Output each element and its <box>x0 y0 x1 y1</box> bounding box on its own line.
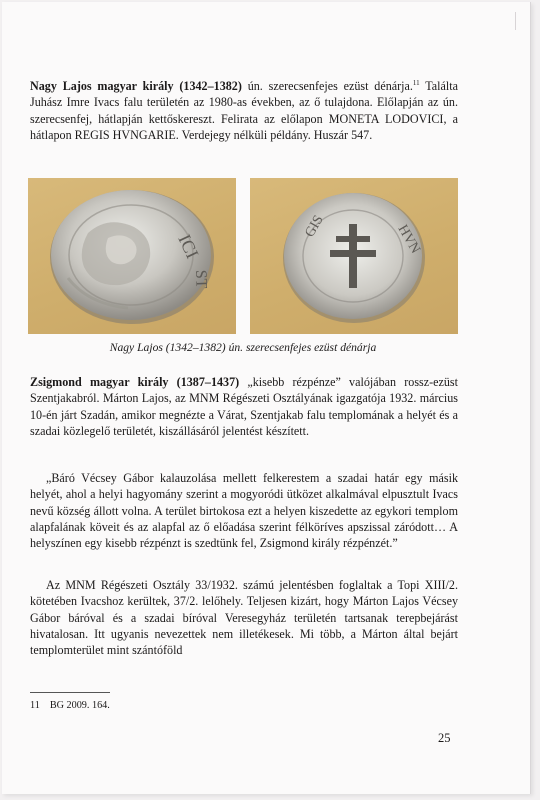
footnote-text: BG 2009. 164. <box>49 700 110 711</box>
paragraph-lajos-coin <box>30 78 458 143</box>
footnote-divider <box>30 692 110 693</box>
paragraph-report: Az MNM Régészeti Osztály 33/1932. számú jelentésben foglaltak a Topi XIII/2. kötetében Ivacshoz kerültek, 37/2. lelőhely. Teljesen kizárt, hogy Márton Lajos Vécsey Gábor báróval és a szadai bíróval Veresegyház területén tartsanak terepbejárást hivatalosan. Itt ugyanis nevezettek nem illetékesek. Mi több, a Márton által bejárt templomterület mint szántóföld <box>30 578 458 658</box>
coin-photo-obverse <box>28 178 236 334</box>
heading-nagy-lajos: Nagy Lajos magyar király (1342–1382) <box>30 79 242 93</box>
figure-caption: Nagy Lajos (1342–1382) ún. szerecsenfejes ezüst dénárja <box>109 341 377 354</box>
paragraph-text: Találta Juhász Imre Ivacs falu területén az 1980-as években, az ő tulajdona. Előlapján az ún. szerecsenfej, hátlapján kettőskereszt. Felirata az előlapon MONETA LODOVICI, a hátlapon REGIS HVNGARIE. Verdejegy nélküli példány. Huszár 547. <box>30 79 458 142</box>
footnote <box>30 700 110 711</box>
heading-zsigmond: Zsigmond magyar király (1387–1437) <box>30 375 240 389</box>
coin-obverse-image <box>28 178 236 334</box>
coin-reverse-image <box>250 178 458 334</box>
paragraph-quote: „Báró Vécsey Gábor kalauzolása mellett felkerestem a szadai határ egy másik helyét, ahol a helyi hagyomány szerint a mogyoródi ütközet alkalmával elpusztult Ivacs nevű község állott volna. A terület birtokosa ezt a helyen kiszedette az egykori templom alapfalának köveit és az alapfal az ő előadása szerint félköríves apszissal záródott… A helyszínen egy kisebb rézpénzt is szedtünk fel, Zsigmond király rézpénzét.” <box>30 471 458 551</box>
book-page <box>2 2 531 794</box>
paragraph-text: „kisebb rézpénze” valójában rossz-ezüst Szentjakabról. Márton Lajos, az MNM Régészeti Osztályának igazgatója 1932. március 10-én járt Szadán, amikor megnézte a Várat, Szentjakab falu templomának a helyét és a szadai közlegelő területét, kiszállásáról jelentést készített. <box>30 375 459 438</box>
coin-legend-marks: GIS <box>302 212 327 240</box>
page-fold-shadow <box>507 12 516 30</box>
footnote-reference[interactable]: 11 <box>412 78 420 87</box>
coin-legend-marks: HVN <box>394 222 423 257</box>
paragraph-zsigmond-coin <box>30 374 458 439</box>
coin-legend-marks: ICI <box>174 231 203 262</box>
coin-photo-reverse <box>250 178 458 334</box>
coin-legend-marks: ST <box>192 269 210 289</box>
paragraph-text: ún. szerecsenfejes ezüst dénárja. <box>241 79 413 93</box>
page-number: 25 <box>438 731 451 745</box>
footnote-number: 11 <box>30 700 40 711</box>
